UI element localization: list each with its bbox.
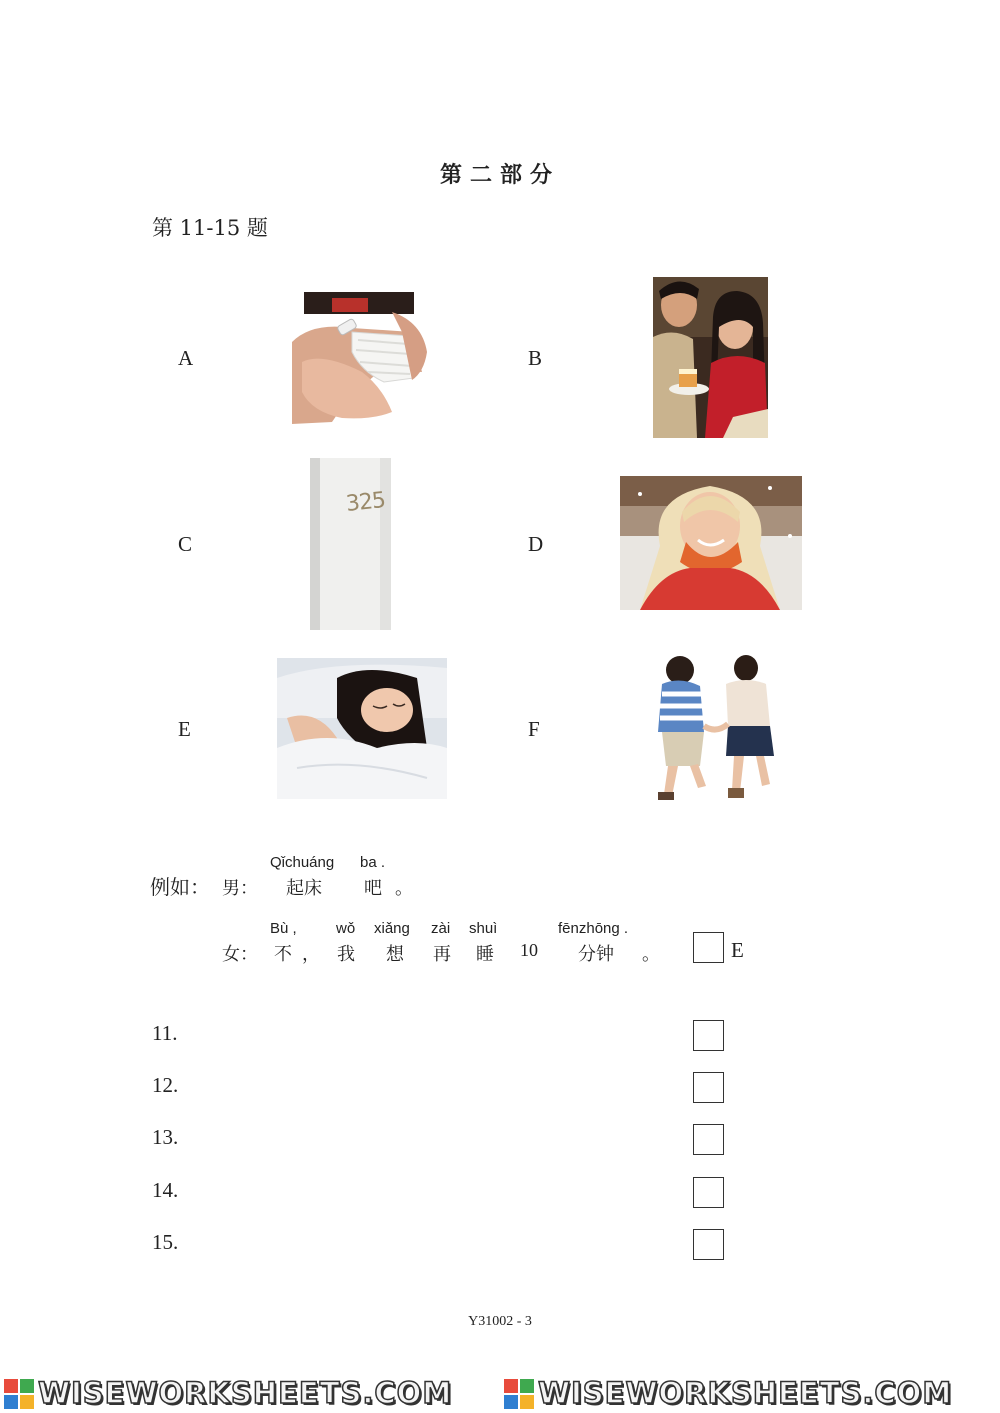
- pinyin-ba: ba .: [360, 854, 386, 871]
- wise-logo-icon: [4, 1379, 34, 1409]
- woman-sleeping-photo: [277, 658, 447, 799]
- hanzi-ba: 吧: [364, 878, 382, 899]
- hanzi-wo: 我: [337, 944, 355, 965]
- speaker-man: 男：: [222, 878, 258, 899]
- couple-with-cake-photo: [653, 277, 768, 438]
- woman-in-snow-photo: [620, 476, 802, 610]
- option-letter-a: A: [178, 346, 194, 370]
- option-letter-b: B: [528, 346, 543, 370]
- answer-box-15[interactable]: [693, 1229, 724, 1260]
- wise-logo-icon: [504, 1379, 534, 1409]
- option-letter-f: F: [528, 717, 540, 741]
- example-answer: E: [731, 938, 744, 962]
- hanzi-shui: 睡: [476, 944, 494, 965]
- pinyin-wo: wǒ: [336, 920, 356, 937]
- hanzi-period-1: 。: [395, 878, 413, 899]
- pinyin-qichuang: Qǐchuáng: [270, 854, 335, 871]
- section-title: 第二部分: [439, 162, 560, 188]
- answer-box-13[interactable]: [693, 1124, 724, 1155]
- option-letter-d: D: [528, 532, 544, 556]
- speaker-woman: 女：: [222, 944, 258, 965]
- answer-box-14[interactable]: [693, 1177, 724, 1208]
- watermark-text-1: WISEWORKSHEETS.COM: [38, 1376, 453, 1410]
- option-letter-c: C: [178, 532, 193, 556]
- children-running-photo: [628, 654, 792, 804]
- example-label: 例如：: [150, 875, 210, 899]
- hanzi-ten: 10: [520, 940, 538, 960]
- door-number-325-photo: [310, 458, 391, 630]
- page-code: Y31002 - 3: [468, 1314, 532, 1329]
- bandaged-ankle-photo: [292, 292, 432, 424]
- pinyin-zai: zài: [431, 920, 451, 937]
- option-letter-e: E: [178, 717, 191, 741]
- pinyin-xiang: xiǎng: [374, 920, 410, 937]
- question-12-number: 12.: [152, 1073, 179, 1097]
- hanzi-bu: 不: [274, 944, 292, 965]
- hanzi-period-2: 。: [642, 944, 660, 965]
- hanzi-fenzhong: 分钟: [578, 944, 614, 965]
- example-answer-box[interactable]: [693, 932, 724, 963]
- watermark-text-2: WISEWORKSHEETS.COM: [538, 1376, 953, 1410]
- hanzi-comma: ，: [302, 944, 320, 965]
- hanzi-xiang: 想: [386, 944, 404, 965]
- question-11-number: 11.: [152, 1021, 178, 1045]
- hanzi-qichuang: 起床: [286, 878, 322, 899]
- answer-box-12[interactable]: [693, 1072, 724, 1103]
- question-14-number: 14.: [152, 1178, 179, 1202]
- watermark-banner: [0, 1372, 1000, 1413]
- door-number: 325: [344, 488, 387, 517]
- pinyin-shui: shuì: [469, 920, 498, 937]
- hanzi-zai: 再: [433, 944, 451, 965]
- answer-box-11[interactable]: [693, 1020, 724, 1051]
- pinyin-fenzhong: fēnzhōng .: [558, 920, 629, 937]
- question-range: 第 11-15 题: [152, 216, 268, 240]
- question-13-number: 13.: [152, 1125, 179, 1149]
- question-15-number: 15.: [152, 1230, 179, 1254]
- pinyin-bu: Bù ,: [270, 920, 297, 937]
